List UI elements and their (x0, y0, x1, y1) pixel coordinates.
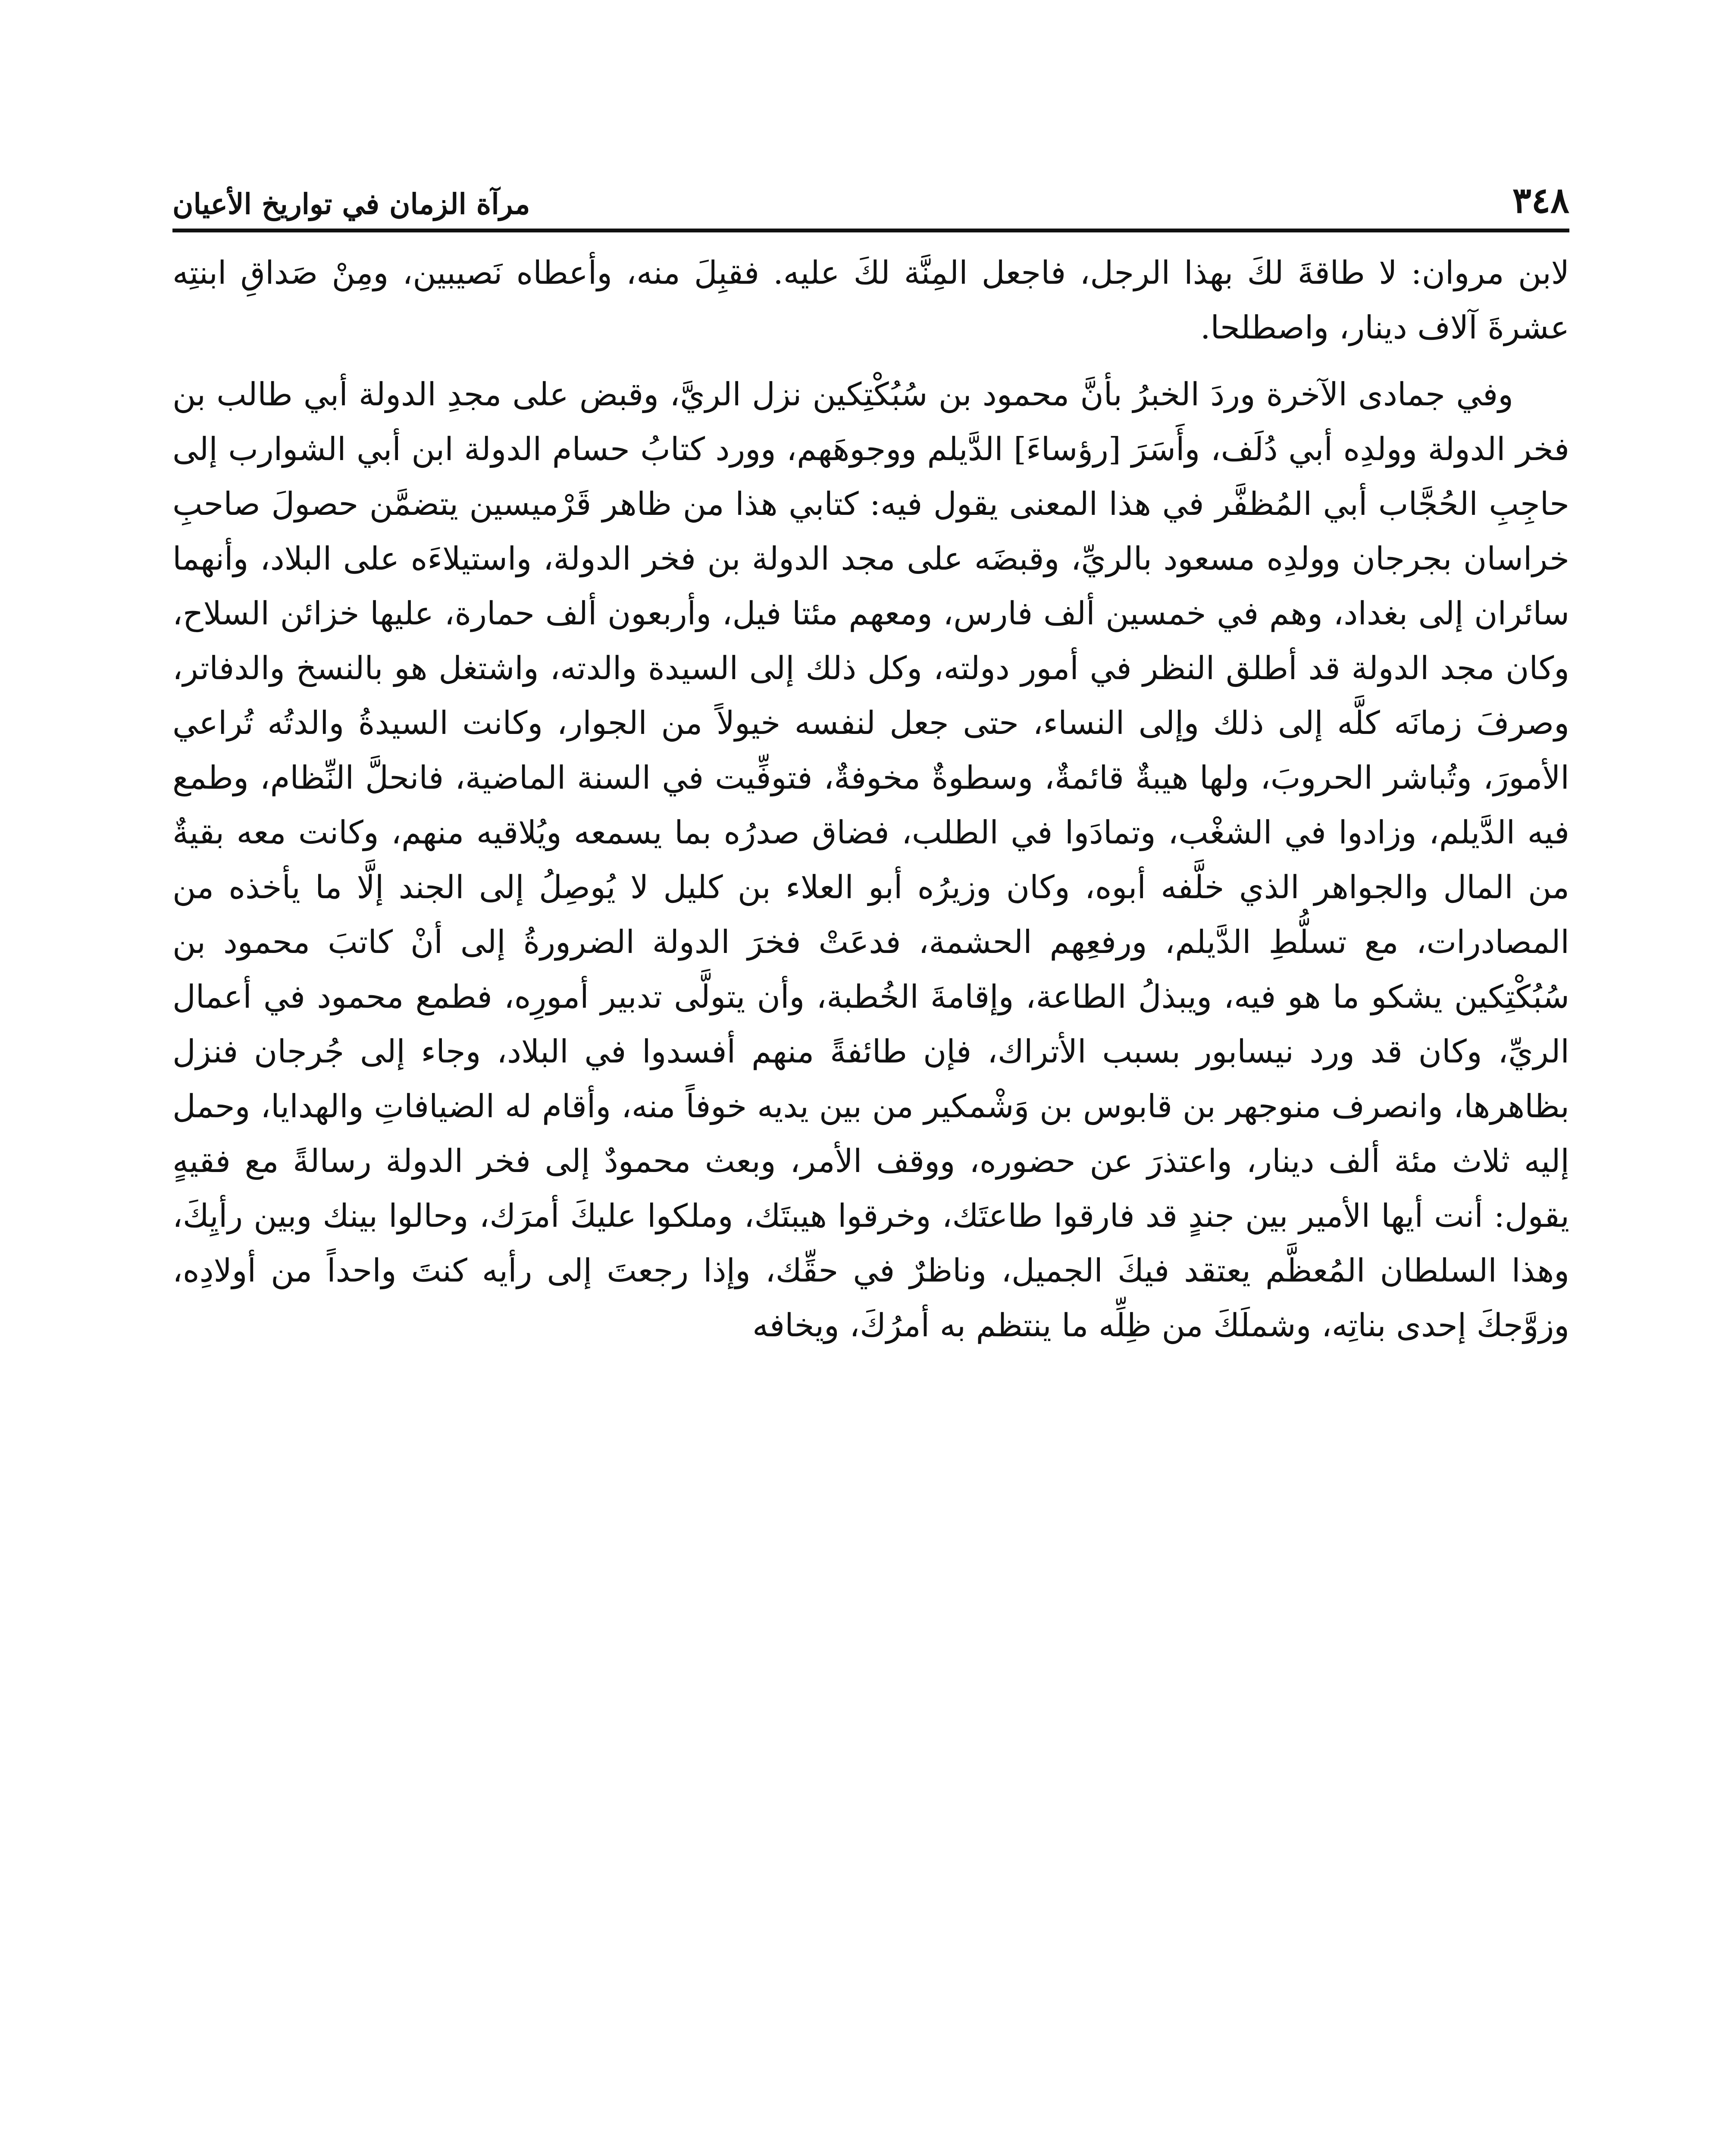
page-number: ٣٤٨ (1512, 180, 1569, 221)
book-page (172, 142, 1569, 2156)
header-divider (172, 229, 1569, 232)
running-title: مرآة الزمان في تواريخ الأعيان (172, 187, 530, 221)
body-text (172, 246, 1569, 1353)
paragraph-2: وفي جمادى الآخرة وردَ الخبرُ بأنَّ محمود بن سُبُكْتِكين نزل الريَّ، وقبض على مجدِ الدولة أبي طالب بن فخر الدولة وولدِه أبي دُلَف، وأَسَرَ [رؤساءَ] الدَّيلم ووجوهَهم، وورد كتابُ حسام الدولة ابن أبي الشوارب إلى حاجِبِ الحُجَّاب أبي المُظفَّر في هذا المعنى يقول فيه: كتابي هذا من ظاهر قَرْميسين يتضمَّن حصولَ صاحبِ خراسان بجرجان وولدِه مسعود بالريِّ، وقبضَه على مجد الدولة بن فخر الدولة، واستيلاءَه على البلاد، وأنهما سائران إلى بغداد، وهم في خمسين ألف فارس، ومعهم مئتا فيل، وأربعون ألف حمارة، عليها خزائن السلاح، وكان مجد الدولة قد أطلق النظر في أمور دولته، وكل ذلك إلى السيدة والدته، واشتغل هو بالنسخ والدفاتر، وصرفَ زمانَه كلَّه إلى ذلك وإلى النساء، حتى جعل لنفسه خيولاً من الجوار، وكانت السيدةُ والدتُه تُراعي الأمورَ، وتُباشر الحروبَ، ولها هيبةٌ قائمةٌ، وسطوةٌ مخوفةٌ، فتوفِّيت في السنة الماضية، فانحلَّ النِّظام، وطمع فيه الدَّيلم، وزادوا في الشغْب، وتمادَوا في الطلب، فضاق صدرُه بما يسمعه ويُلاقيه منهم، وكانت معه بقيةٌ من المال والجواهر الذي خلَّفه أبوه، وكان وزيرُه أبو العلاء بن كليل لا يُوصِلُ إلى الجند إلَّا ما يأخذه من المصادرات، مع تسلُّطِ الدَّيلم، ورفعِهم الحشمة، فدعَتْ فخرَ الدولة الضرورةُ إلى أنْ كاتبَ محمود بن سُبُكْتِكين يشكو ما هو فيه، ويبذلُ الطاعة، وإقامةَ الخُطبة، وأن يتولَّى تدبير أمورِه، فطمع محمود في أعمال الريِّ، وكان قد ورد نيسابور بسبب الأتراك، فإن طائفةً منهم أفسدوا في البلاد، وجاء إلى جُرجان فنزل بظاهرها، وانصرف منوجهر بن قابوس بن وَشْمكير من بين يديه خوفاً منه، وأقام له الضيافاتِ والهدايا، وحمل إليه ثلاث مئة ألف دينار، واعتذرَ عن حضوره، ووقف الأمر، وبعث محمودٌ إلى فخر الدولة رسالةً مع فقيهٍ يقول: أنت أيها الأمير بين جندٍ قد فارقوا طاعتَك، وخرقوا هيبتَك، وملكوا عليكَ أمرَك، وحالوا بينك وبين رأيِكَ، وهذا السلطان المُعظَّم يعتقد فيكَ الجميل، وناظرٌ في حقِّك، وإذا رجعتَ إلى رأيه كنتَ واحداً من أولادِه، وزوَّجكَ إحدى بناتِه، وشملَكَ من ظِلِّه ما ينتظم به أمرُكَ، ويخافه (172, 376, 1569, 1344)
paragraph-1: لابن مروان: لا طاقةَ لكَ بهذا الرجل، فاجعل المِنَّة لكَ عليه. فقبِلَ منه، وأعطاه نَصيبين، ومِنْ صَداقِ ابنتِه عشرةَ آلاف دينار، واصطلحا. (172, 254, 1569, 346)
page-header (172, 142, 1569, 224)
